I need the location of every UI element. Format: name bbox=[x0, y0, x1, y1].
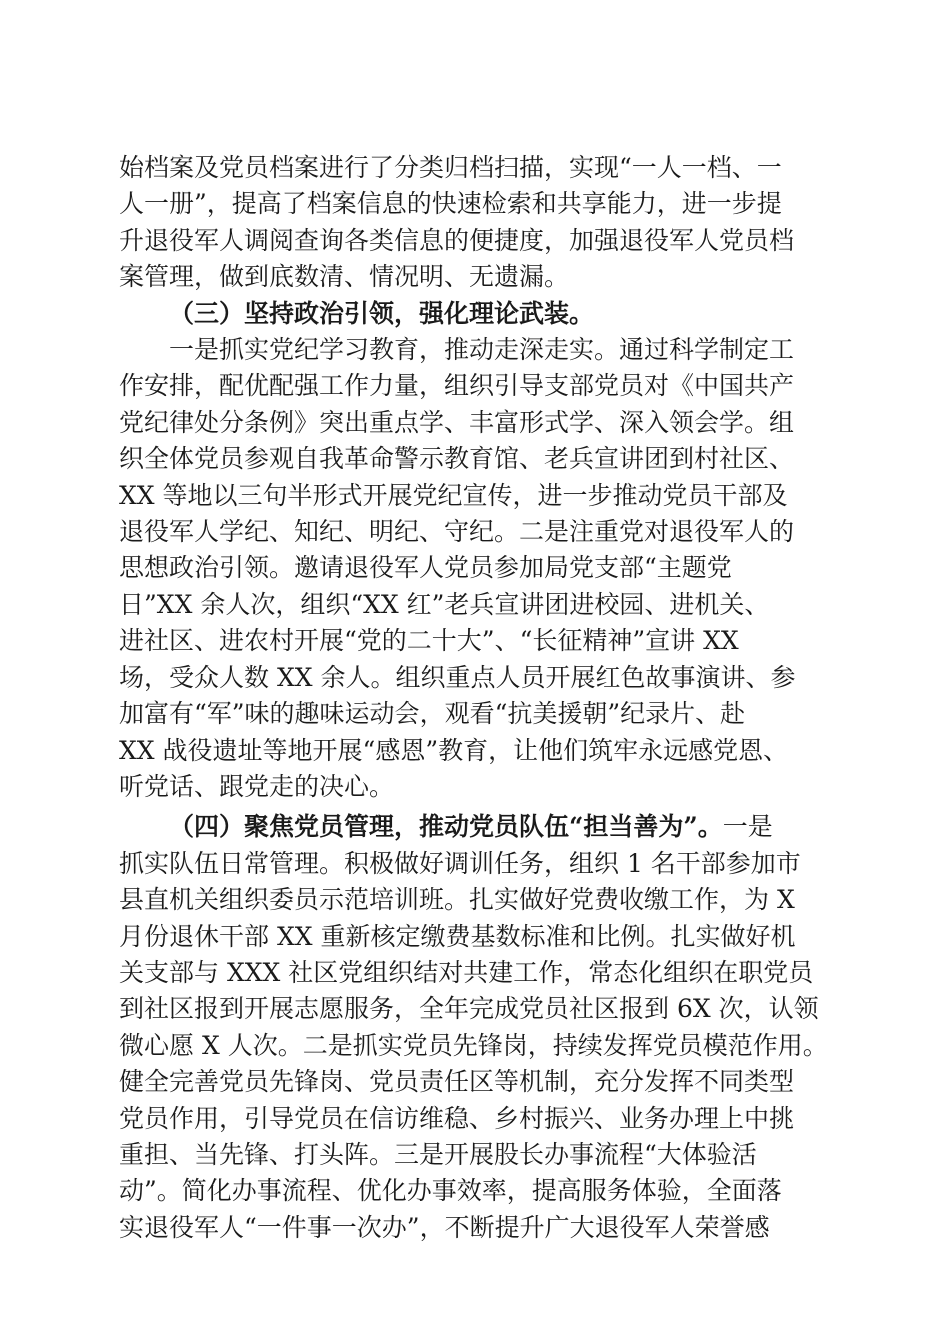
text-line: 一是抓实党纪学习教育，推动走深走实。通过科学制定工 bbox=[169, 335, 795, 365]
heading-tail-text: 一是 bbox=[722, 812, 773, 842]
heading-text: （三）坚持政治引领，强化理论武装。 bbox=[169, 298, 595, 328]
section-heading-four: （四）聚焦党员管理，推动党员队伍“担当善为”。 bbox=[169, 812, 723, 842]
text-line: 实退役军人“一件事一次办”，不断提升广大退役军人荣誉感 bbox=[119, 1212, 770, 1242]
text-line: 重担、当先锋、打头阵。三是开展股长办事流程“大体验活 bbox=[119, 1139, 757, 1169]
text-line: 党纪律处分条例》突出重点学、丰富形式学、深入领会学。组 bbox=[119, 407, 795, 437]
section-three-paragraph bbox=[119, 332, 831, 805]
text-line: 微心愿 X 人次。二是抓实党员先锋岗，持续发挥党员模范作用。 bbox=[119, 1030, 828, 1060]
text-line: 人一册”，提高了档案信息的快速检索和共享能力，进一步提 bbox=[119, 189, 782, 219]
text-line: 场，受众人数 XX 余人。组织重点人员开展红色故事演讲、参 bbox=[119, 662, 796, 692]
text-line: 织全体党员参观自我革命警示教育馆、老兵宣讲团到村社区、 bbox=[119, 444, 795, 474]
text-line: 月份退休干部 XX 重新核定缴费基数标准和比例。扎实做好机 bbox=[119, 921, 796, 951]
text-line: 日”XX 余人次，组织“XX 红”老兵宣讲团进校园、进机关、 bbox=[119, 589, 770, 619]
text-line: 动”。简化办事流程、优化办事效率，提高服务体验，全面落 bbox=[119, 1176, 782, 1206]
heading-line bbox=[119, 809, 831, 845]
text-line: 加富有“军”味的趣味运动会，观看“抗美援朝”纪录片、赴 bbox=[119, 699, 746, 729]
text-line: 始档案及党员档案进行了分类归档扫描，实现“一人一档、一 bbox=[119, 153, 782, 182]
continued-paragraph bbox=[119, 150, 831, 296]
text-line: 健全完善党员先锋岗、党员责任区等机制，充分发挥不同类型 bbox=[119, 1067, 795, 1097]
section-four-paragraph bbox=[119, 809, 831, 1246]
text-line: 案管理，做到底数清、情况明、无遗漏。 bbox=[119, 262, 570, 292]
text-line: 听党话、跟党走的决心。 bbox=[119, 771, 395, 801]
text-line: XX 战役遗址等地开展“感恩”教育，让他们筑牢永远感党恩、 bbox=[119, 735, 789, 765]
text-line: 党员作用，引导党员在信访维稳、乡村振兴、业务办理上中挑 bbox=[119, 1103, 795, 1133]
section-heading-three bbox=[119, 296, 831, 332]
text-line: 关支部与 XXX 社区党组织结对共建工作，常态化组织在职党员 bbox=[119, 957, 814, 987]
text-line: 作安排，配优配强工作力量，组织引导支部党员对《中国共产 bbox=[119, 371, 795, 401]
text-line: 县直机关组织委员示范培训班。扎实做好党费收缴工作，为 X bbox=[119, 885, 795, 915]
text-line: 思想政治引领。邀请退役军人党员参加局党支部“主题党 bbox=[119, 553, 732, 583]
text-line: 到社区报到开展志愿服务，全年完成党员社区报到 6X 次，认领 bbox=[119, 994, 819, 1024]
text-line: 抓实队伍日常管理。积极做好调训任务，组织 1 名干部参加市 bbox=[119, 848, 801, 878]
text-line: XX 等地以三句半形式开展党纪宣传，进一步推动党员干部及 bbox=[119, 480, 788, 510]
text-line: 退役军人学纪、知纪、明纪、守纪。二是注重党对退役军人的 bbox=[119, 517, 795, 547]
document-body bbox=[119, 150, 831, 1246]
text-line: 进社区、进农村开展“党的二十大”、“长征精神”宣讲 XX bbox=[119, 626, 739, 656]
text-line: 升退役军人调阅查询各类信息的便捷度，加强退役军人党员档 bbox=[119, 225, 795, 255]
